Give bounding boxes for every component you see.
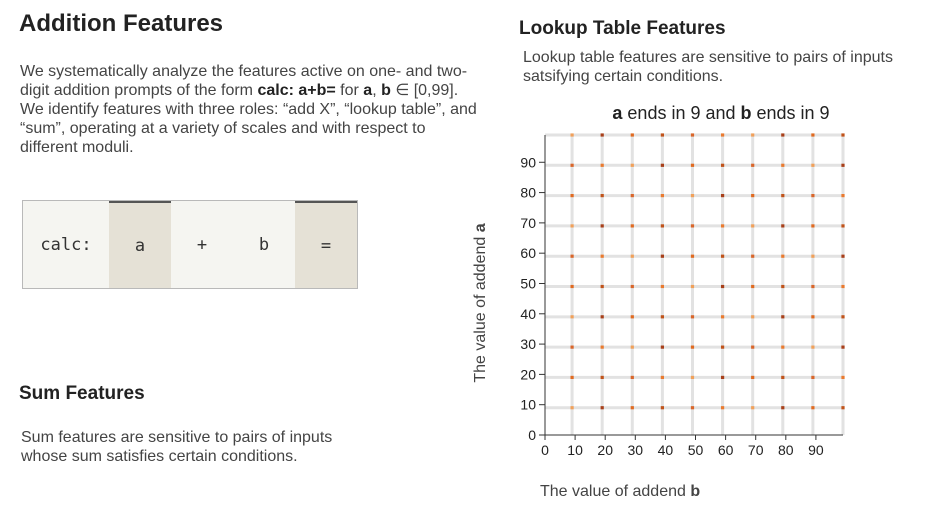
data-point <box>601 406 604 409</box>
data-point <box>751 315 754 318</box>
data-point <box>631 376 634 379</box>
data-point <box>721 376 724 379</box>
token-plus[interactable]: + <box>196 234 208 255</box>
data-point <box>570 406 573 409</box>
data-point <box>631 164 634 167</box>
data-point <box>570 285 573 288</box>
data-point <box>570 224 573 227</box>
data-point <box>841 194 844 197</box>
data-point <box>661 406 664 409</box>
data-point <box>601 224 604 227</box>
data-point <box>721 133 724 136</box>
data-point <box>661 224 664 227</box>
data-point <box>781 224 784 227</box>
x-tick-label: 0 <box>541 442 549 458</box>
data-point <box>781 194 784 197</box>
data-point <box>811 194 814 197</box>
intro-var-b: b <box>381 82 391 99</box>
data-point <box>631 255 634 258</box>
data-point <box>631 346 634 349</box>
x-tick-label: 70 <box>747 442 764 458</box>
data-point <box>661 346 664 349</box>
data-point <box>841 315 844 318</box>
data-point <box>570 315 573 318</box>
data-point <box>570 346 573 349</box>
x-tick-label: 50 <box>687 442 704 458</box>
data-point <box>721 406 724 409</box>
data-point <box>751 224 754 227</box>
data-point <box>841 406 844 409</box>
data-point <box>631 285 634 288</box>
data-point <box>781 285 784 288</box>
data-point <box>601 194 604 197</box>
data-point <box>751 406 754 409</box>
x-tick-label: 30 <box>627 442 644 458</box>
sum-features-title: Sum Features <box>19 383 145 404</box>
y-tick-label: 10 <box>520 396 536 413</box>
data-point <box>601 285 604 288</box>
intro-text: We systematically analyze the features active on one- and two-digit addition prompts of the form <box>20 63 468 99</box>
data-point <box>841 133 844 136</box>
intro-var-a: a <box>363 82 373 99</box>
data-point <box>691 406 694 409</box>
data-point <box>601 346 604 349</box>
data-point <box>751 133 754 136</box>
data-point <box>781 255 784 258</box>
y-tick-label: 60 <box>520 245 536 262</box>
data-point <box>691 255 694 258</box>
data-point <box>781 164 784 167</box>
data-point <box>841 255 844 258</box>
data-point <box>691 376 694 379</box>
data-point <box>781 133 784 136</box>
prompt-token-strip <box>22 200 358 289</box>
lookup-scatter-chart <box>465 95 930 507</box>
y-tick-label: 70 <box>520 214 536 231</box>
data-point <box>691 315 694 318</box>
lookup-features-title: Lookup Table Features <box>519 18 726 39</box>
data-point <box>811 285 814 288</box>
data-point <box>841 346 844 349</box>
data-point <box>841 224 844 227</box>
data-point <box>570 255 573 258</box>
data-point <box>721 164 724 167</box>
data-point <box>751 194 754 197</box>
data-point <box>811 133 814 136</box>
lookup-features-description: Lookup table features are sensitive to pairs of inputs satsifying certain conditions. <box>523 49 893 85</box>
data-point <box>811 255 814 258</box>
data-point <box>691 346 694 349</box>
data-point <box>661 285 664 288</box>
data-point <box>601 255 604 258</box>
data-point <box>841 285 844 288</box>
data-point <box>721 194 724 197</box>
x-tick-label: 80 <box>778 442 794 458</box>
x-tick-label: 60 <box>717 442 734 458</box>
data-point <box>691 194 694 197</box>
token-calc[interactable]: calc: <box>40 234 92 255</box>
intro-paragraph <box>20 62 480 157</box>
data-point <box>691 224 694 227</box>
y-tick-label: 0 <box>528 427 536 443</box>
data-point <box>661 194 664 197</box>
data-point <box>570 376 573 379</box>
token-b[interactable]: b <box>258 234 270 255</box>
data-point <box>721 315 724 318</box>
data-point <box>631 194 634 197</box>
y-axis-label: The value of addend a <box>472 223 489 383</box>
data-point <box>721 224 724 227</box>
data-point <box>631 406 634 409</box>
data-point <box>691 285 694 288</box>
data-point <box>811 224 814 227</box>
data-point <box>691 133 694 136</box>
data-point <box>751 285 754 288</box>
data-point <box>751 376 754 379</box>
data-point <box>661 164 664 167</box>
data-point <box>661 315 664 318</box>
y-tick-label: 40 <box>520 305 536 322</box>
data-point <box>721 346 724 349</box>
data-point <box>601 376 604 379</box>
x-axis-label: The value of addend b <box>540 483 701 500</box>
data-point <box>751 346 754 349</box>
data-point <box>811 164 814 167</box>
token-equals[interactable]: = <box>295 201 357 288</box>
data-point <box>631 133 634 136</box>
intro-range: ∈ [0,99]. We identify features with three roles: “add X”, “lookup table”, and “sum”, operating at a variety of scales and with respect to different moduli. <box>20 82 477 156</box>
data-point <box>841 164 844 167</box>
intro-formula: calc: a+b= <box>257 82 336 99</box>
x-tick-label: 90 <box>808 442 824 458</box>
data-point <box>751 164 754 167</box>
data-point <box>661 255 664 258</box>
data-point <box>601 164 604 167</box>
data-point <box>811 346 814 349</box>
data-point <box>841 376 844 379</box>
data-point <box>811 315 814 318</box>
chart-title: a ends in 9 and b ends in 9 <box>612 103 830 123</box>
y-tick-label: 30 <box>520 336 536 353</box>
data-point <box>691 164 694 167</box>
data-point <box>781 376 784 379</box>
data-point <box>661 376 664 379</box>
data-point <box>751 255 754 258</box>
x-tick-label: 20 <box>597 442 613 458</box>
page-title: Addition Features <box>19 10 224 37</box>
data-point <box>811 376 814 379</box>
y-tick-label: 20 <box>520 366 536 383</box>
data-point <box>631 224 634 227</box>
y-tick-label: 50 <box>520 275 536 292</box>
data-point <box>721 285 724 288</box>
y-tick-label: 80 <box>520 184 536 201</box>
x-tick-label: 10 <box>567 442 583 458</box>
y-tick-label: 90 <box>520 154 536 171</box>
data-point <box>811 406 814 409</box>
x-tick-label: 40 <box>657 442 674 458</box>
data-point <box>570 194 573 197</box>
data-point <box>721 255 724 258</box>
data-point <box>661 133 664 136</box>
data-point <box>781 346 784 349</box>
intro-comma: , <box>372 82 382 99</box>
data-point <box>781 406 784 409</box>
data-point <box>570 133 573 136</box>
data-point <box>631 315 634 318</box>
data-point <box>601 133 604 136</box>
data-point <box>601 315 604 318</box>
intro-for: for <box>335 82 364 99</box>
data-point <box>570 164 573 167</box>
token-a[interactable]: a <box>109 201 171 288</box>
data-point <box>781 315 784 318</box>
sum-features-description: Sum features are sensitive to pairs of inputs whose sum satisfies certain conditions. <box>21 429 333 465</box>
